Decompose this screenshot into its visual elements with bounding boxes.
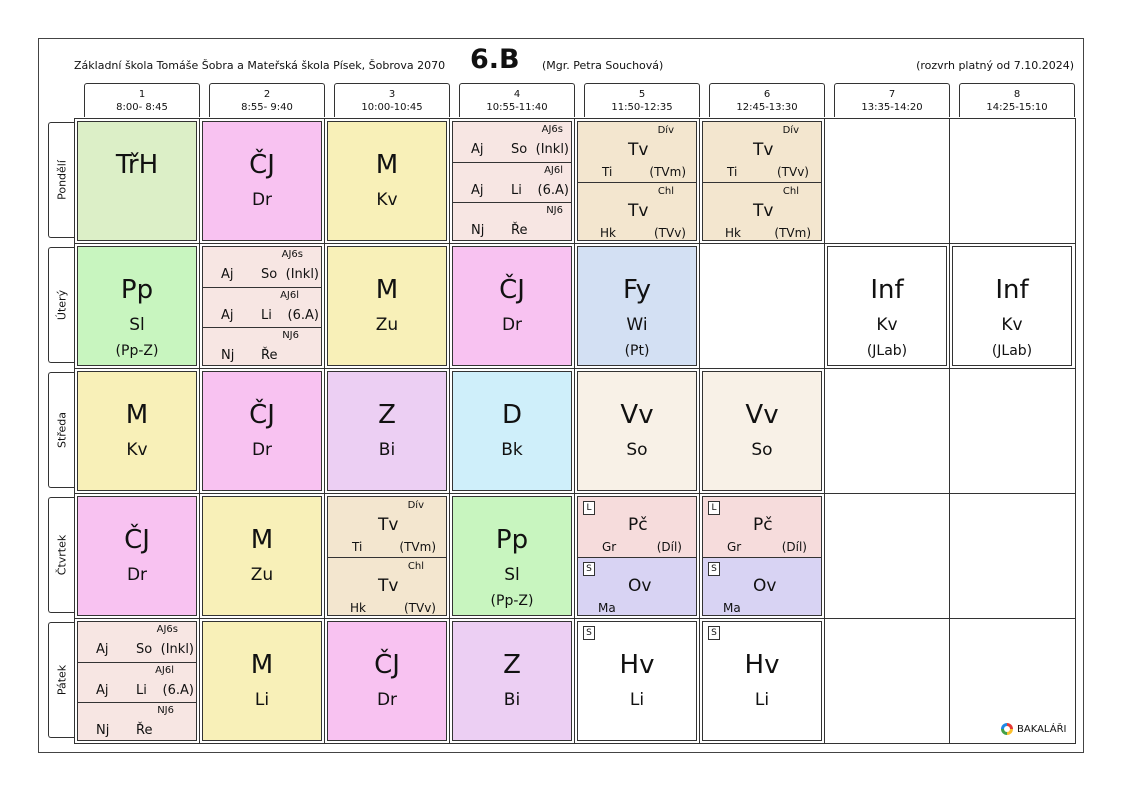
lesson-group-row (78, 702, 196, 741)
lesson-subject: Aj (221, 308, 234, 323)
lesson-mon-5[interactable] (577, 121, 697, 241)
lesson-room: (TVv) (653, 226, 686, 240)
lesson-teacher: Bi (503, 690, 521, 710)
lesson-thu-1[interactable] (77, 496, 197, 616)
period-time: 8:00- 8:45 (116, 102, 168, 113)
lesson-subject: Ov (628, 576, 652, 596)
period-header-5 (584, 83, 700, 117)
lesson-teacher: Ma (598, 601, 616, 615)
lesson-subject: Pč (628, 515, 648, 535)
lesson-subject: TřH (115, 150, 159, 180)
lesson-group-row (328, 557, 446, 616)
group-name: AJ6s (281, 249, 303, 260)
group-name: Chl (407, 561, 424, 572)
period-time: 11:50-12:35 (611, 102, 673, 113)
lesson-teacher: Li (136, 683, 147, 698)
lesson-room: (Díl) (656, 540, 682, 554)
group-name: AJ6l (280, 290, 299, 301)
lesson-subject: ČJ (249, 150, 275, 180)
lesson-room: (Inkl) (160, 642, 194, 657)
lesson-group-row (78, 662, 196, 702)
lesson-group-row (78, 622, 196, 662)
lesson-room: (TVv) (776, 165, 809, 179)
lesson-subject: Tv (378, 515, 399, 535)
lesson-fri-5[interactable] (577, 621, 697, 741)
lesson-fri-3[interactable] (327, 621, 447, 741)
lesson-group-row (453, 162, 571, 202)
lesson-teacher: Ře (261, 348, 278, 363)
lesson-teacher: Gr (727, 540, 742, 554)
period-number: 1 (138, 89, 146, 100)
lesson-subject: ČJ (124, 525, 150, 555)
group-name: Dív (782, 125, 799, 136)
lesson-subject: Z (503, 650, 521, 680)
lesson-subject: Aj (96, 683, 109, 698)
lesson-tue-2[interactable] (202, 246, 322, 366)
lesson-subject: M (250, 650, 274, 680)
lesson-room: (Inkl) (535, 142, 569, 157)
lesson-tue-4[interactable] (452, 246, 572, 366)
lesson-thu-5[interactable] (577, 496, 697, 616)
period-number: 3 (388, 89, 396, 100)
lesson-subject: ČJ (499, 275, 525, 305)
lesson-tue-1[interactable] (77, 246, 197, 366)
grid-divider (949, 118, 950, 744)
period-time: 8:55- 9:40 (241, 102, 293, 113)
lesson-teacher: Ma (723, 601, 741, 615)
lesson-wed-6[interactable] (702, 371, 822, 491)
lesson-room: (Pp-Z) (490, 593, 534, 609)
lesson-wed-2[interactable] (202, 371, 322, 491)
lesson-teacher: Ti (352, 540, 363, 554)
lesson-teacher: Dr (251, 440, 273, 460)
group-name: Chl (657, 186, 674, 197)
lesson-teacher: Sl (129, 315, 145, 335)
day-name: Pátek (55, 664, 68, 696)
lesson-teacher: Kv (376, 190, 398, 210)
grid-divider (74, 618, 1076, 619)
period-number: 2 (263, 89, 271, 100)
period-time: 10:55-11:40 (486, 102, 548, 113)
lesson-teacher: Kv (1001, 315, 1023, 335)
lesson-teacher: So (261, 267, 278, 282)
lesson-group-row (203, 327, 321, 366)
lesson-wed-1[interactable] (77, 371, 197, 491)
day-label-wed (48, 372, 74, 488)
period-header-8 (959, 83, 1075, 117)
lesson-teacher: Li (754, 690, 770, 710)
period-number: 6 (763, 89, 771, 100)
day-label-mon (48, 122, 74, 238)
week-label: S (708, 626, 720, 640)
lesson-group-row (703, 122, 821, 182)
lesson-subject: Aj (471, 183, 484, 198)
group-name: AJ6l (155, 665, 174, 676)
lesson-room: (6.A) (537, 183, 569, 198)
group-name: NJ6 (157, 705, 174, 716)
day-label-tue (48, 247, 74, 363)
lesson-teacher: So (136, 642, 153, 657)
lesson-subject: Pp (495, 525, 529, 555)
lesson-group-row (453, 122, 571, 162)
lesson-group-row (578, 497, 696, 557)
week-label: L (583, 501, 595, 515)
lesson-subject: Aj (96, 642, 109, 657)
lesson-teacher: Gr (602, 540, 617, 554)
grid-divider (199, 118, 200, 744)
period-number: 5 (638, 89, 646, 100)
lesson-subject: M (250, 525, 274, 555)
lesson-room: (Pp-Z) (115, 343, 159, 359)
lesson-tue-7[interactable] (827, 246, 947, 366)
lesson-teacher: Li (261, 308, 272, 323)
lesson-subject: Inf (870, 275, 904, 305)
group-name: Dív (407, 500, 424, 511)
lesson-teacher: Zu (250, 565, 274, 585)
lesson-mon-2[interactable] (202, 121, 322, 241)
lesson-teacher: Sl (504, 565, 520, 585)
class-title: 6.B (470, 44, 520, 75)
period-number: 8 (1013, 89, 1021, 100)
lesson-subject: Aj (221, 267, 234, 282)
lesson-subject: M (375, 150, 399, 180)
lesson-teacher: Dr (251, 190, 273, 210)
group-name: Dív (657, 125, 674, 136)
period-number: 4 (513, 89, 521, 100)
lesson-subject: ČJ (249, 400, 275, 430)
lesson-subject: Vv (620, 400, 654, 430)
lesson-mon-3[interactable] (327, 121, 447, 241)
lesson-group-row (328, 497, 446, 557)
lesson-teacher: Li (629, 690, 645, 710)
lesson-subject: Aj (471, 142, 484, 157)
lesson-subject: Tv (628, 140, 649, 160)
bakalari-logo-icon (1001, 723, 1013, 735)
group-name: AJ6s (541, 124, 563, 135)
grid-divider (74, 368, 1076, 369)
lesson-teacher: Dr (376, 690, 398, 710)
group-name: Chl (782, 186, 799, 197)
lesson-subject: Z (378, 400, 396, 430)
lesson-group-row (578, 122, 696, 182)
group-name: NJ6 (546, 205, 563, 216)
lesson-teacher: Ře (136, 723, 153, 738)
group-name: NJ6 (282, 330, 299, 341)
lesson-fri-6[interactable] (702, 621, 822, 741)
lesson-mon-4[interactable] (452, 121, 572, 241)
lesson-room: (TVm) (649, 165, 686, 179)
lesson-teacher: Ti (727, 165, 738, 179)
lesson-teacher: Dr (126, 565, 148, 585)
valid-from: (rozvrh platný od 7.10.2024) (916, 59, 1074, 72)
bakalari-logo (1001, 723, 1066, 735)
lesson-thu-3[interactable] (327, 496, 447, 616)
lesson-room: (TVm) (399, 540, 436, 554)
lesson-group-row (578, 182, 696, 241)
lesson-teacher: So (626, 440, 648, 460)
lesson-subject: M (375, 275, 399, 305)
lesson-room: (TVv) (403, 601, 436, 615)
lesson-wed-4[interactable] (452, 371, 572, 491)
lesson-fri-1[interactable] (77, 621, 197, 741)
lesson-teacher: Li (254, 690, 270, 710)
lesson-group-row (578, 557, 696, 616)
logo-text: BAKALÁŘI (1017, 723, 1067, 735)
lesson-teacher: Hk (600, 226, 616, 240)
lesson-subject: Pp (120, 275, 154, 305)
lesson-teacher: Kv (126, 440, 148, 460)
school-name: Základní škola Tomáše Šobra a Mateřská škola Písek, Šobrova 2070 (74, 59, 446, 72)
lesson-group-row (203, 287, 321, 327)
lesson-subject: Nj (471, 223, 485, 238)
week-label: L (708, 501, 720, 515)
period-header-7 (834, 83, 950, 117)
lesson-room: (Inkl) (285, 267, 319, 282)
day-name: Pondělí (55, 160, 68, 200)
period-header-4 (459, 83, 575, 117)
lesson-teacher: Kv (876, 315, 898, 335)
lesson-wed-3[interactable] (327, 371, 447, 491)
lesson-tue-3[interactable] (327, 246, 447, 366)
lesson-teacher: So (751, 440, 773, 460)
lesson-teacher: So (511, 142, 528, 157)
lesson-group-row (453, 202, 571, 241)
lesson-subject: D (501, 400, 523, 430)
lesson-subject: Fy (623, 275, 651, 305)
lesson-thu-4[interactable] (452, 496, 572, 616)
lesson-teacher: Ře (511, 223, 528, 238)
lesson-teacher: Ti (602, 165, 613, 179)
lesson-room: (Díl) (781, 540, 807, 554)
day-name: Středa (55, 411, 68, 449)
lesson-fri-2[interactable] (202, 621, 322, 741)
lesson-group-row (703, 557, 821, 616)
grid-divider (74, 493, 1076, 494)
period-header-6 (709, 83, 825, 117)
period-header-3 (334, 83, 450, 117)
lesson-teacher: Li (511, 183, 522, 198)
lesson-teacher: Wi (626, 315, 648, 335)
grid-divider (449, 118, 450, 744)
lesson-group-row (703, 497, 821, 557)
lesson-subject: Nj (221, 348, 235, 363)
day-name: Čtvrtek (55, 534, 68, 576)
class-teacher: (Mgr. Petra Souchová) (542, 59, 664, 72)
period-number: 7 (888, 89, 896, 100)
lesson-mon-6[interactable] (702, 121, 822, 241)
period-header-2 (209, 83, 325, 117)
lesson-subject: Hv (619, 650, 655, 680)
grid-divider (824, 118, 825, 744)
week-label: S (583, 626, 595, 640)
lesson-room: (JLab) (866, 343, 908, 359)
day-name: Úterý (55, 289, 68, 321)
day-label-fri (48, 622, 74, 738)
lesson-subject: Tv (378, 576, 399, 596)
week-label: S (708, 562, 720, 576)
lesson-teacher: Hk (725, 226, 741, 240)
week-label: S (583, 562, 595, 576)
lesson-subject: Tv (753, 140, 774, 160)
lesson-subject: Tv (628, 201, 649, 221)
lesson-subject: Ov (753, 576, 777, 596)
lesson-subject: Inf (995, 275, 1029, 305)
group-name: AJ6l (544, 165, 563, 176)
lesson-subject: Pč (753, 515, 773, 535)
lesson-room: (JLab) (991, 343, 1033, 359)
lesson-wed-5[interactable] (577, 371, 697, 491)
lesson-mon-1[interactable] (77, 121, 197, 241)
lesson-room: (Pt) (624, 343, 650, 359)
group-name: AJ6s (156, 624, 178, 635)
lesson-teacher: Hk (350, 601, 366, 615)
lesson-teacher: Bk (501, 440, 523, 460)
grid-divider (74, 243, 1076, 244)
day-label-thu (48, 497, 74, 613)
lesson-group-row (203, 247, 321, 287)
lesson-teacher: Zu (375, 315, 399, 335)
lesson-group-row (703, 182, 821, 241)
lesson-subject: Nj (96, 723, 110, 738)
grid-divider (574, 118, 575, 744)
lesson-thu-6[interactable] (702, 496, 822, 616)
period-time: 10:00-10:45 (361, 102, 423, 113)
lesson-subject: ČJ (374, 650, 400, 680)
lesson-room: (6.A) (287, 308, 319, 323)
lesson-teacher: Bi (378, 440, 396, 460)
period-time: 12:45-13:30 (736, 102, 798, 113)
lesson-subject: Hv (744, 650, 780, 680)
lesson-tue-8[interactable] (952, 246, 1072, 366)
lesson-room: (TVm) (774, 226, 811, 240)
lesson-fri-4[interactable] (452, 621, 572, 741)
period-time: 13:35-14:20 (861, 102, 923, 113)
lesson-teacher: Dr (501, 315, 523, 335)
grid-divider (324, 118, 325, 744)
period-header-1 (84, 83, 200, 117)
lesson-subject: M (125, 400, 149, 430)
lesson-thu-2[interactable] (202, 496, 322, 616)
lesson-subject: Vv (745, 400, 779, 430)
period-time: 14:25-15:10 (986, 102, 1048, 113)
lesson-room: (6.A) (162, 683, 194, 698)
lesson-tue-5[interactable] (577, 246, 697, 366)
lesson-subject: Tv (753, 201, 774, 221)
grid-divider (699, 118, 700, 744)
